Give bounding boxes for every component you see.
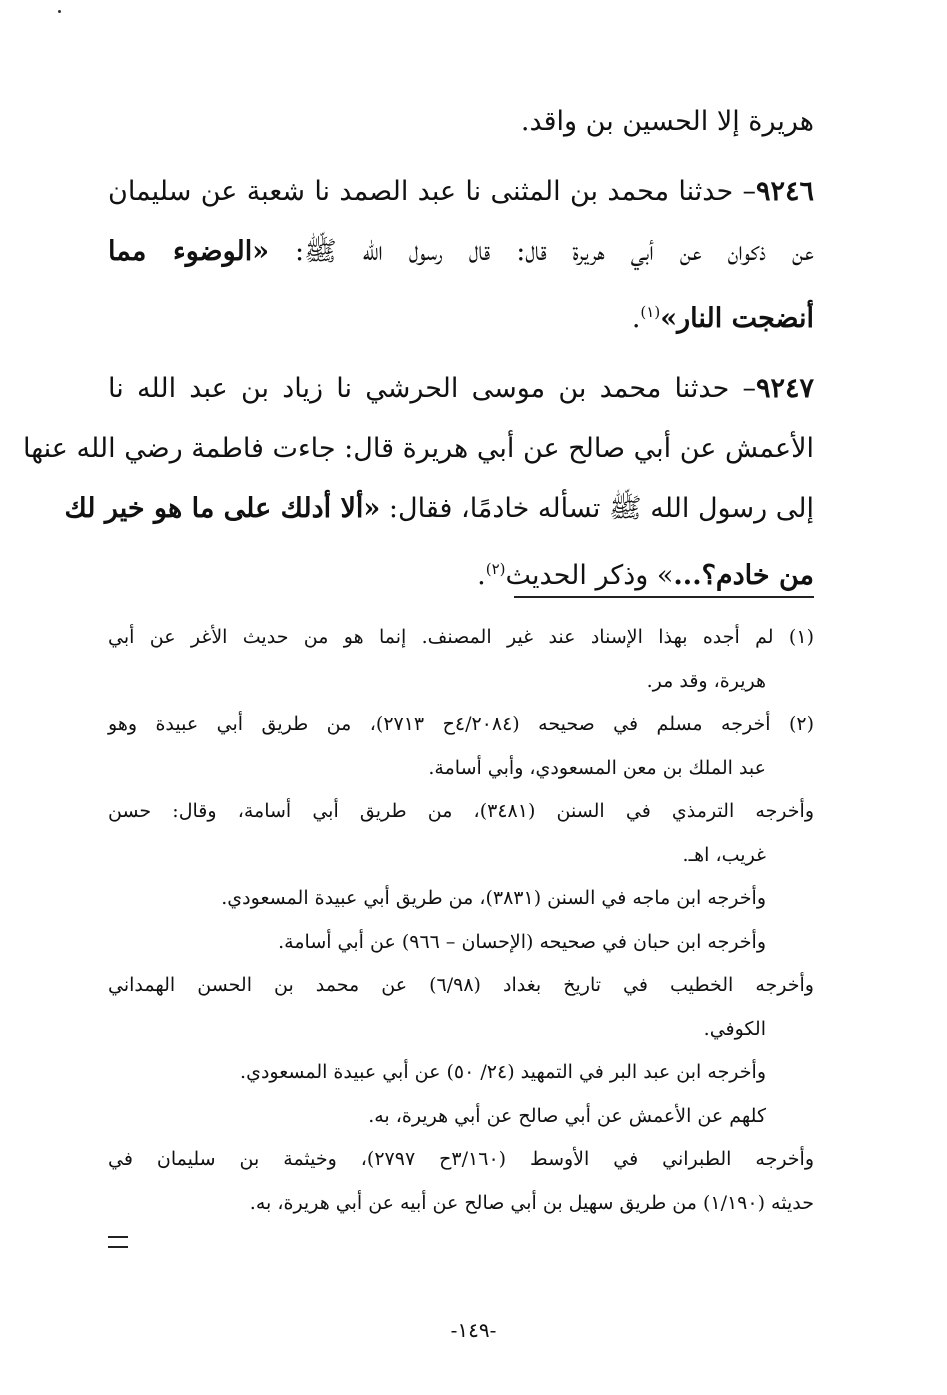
main-text bbox=[22, 92, 814, 606]
footnote-line: كلهم عن الأعمش عن أبي صالح عن أبي هريرة، به. bbox=[368, 1104, 766, 1127]
text-line: الأعمش عن أبي صالح عن أبي هريرة قال: جاءت فاطمة رضي الله عنها bbox=[22, 433, 814, 464]
hadith-matn: «ألا أدلك على ما هو خير لك bbox=[64, 493, 381, 524]
text-line: هريرة إلا الحسين بن واقد. bbox=[520, 106, 814, 137]
footnote-line: الكوفي. bbox=[703, 1017, 766, 1040]
hadith-9247 bbox=[22, 359, 814, 606]
text-span: – حدثنا محمد بن موسى الحرشي نا زياد بن عبد الله نا bbox=[108, 373, 756, 404]
text-line bbox=[64, 479, 814, 539]
text-line bbox=[108, 282, 814, 349]
footnote-line: وأخرجه الطبراني في الأوسط (٣/١٦٠ح ٢٧٩٧)، وخيثمة بن سليمان في bbox=[108, 1148, 815, 1170]
footnote-line: عبد الملك بن معن المسعودي، وأبي أسامة. bbox=[428, 756, 766, 779]
footnote-line: وأخرجه الترمذي في السنن (٣٤٨١)، من طريق أبي أسامة، وقال: حسن bbox=[108, 800, 814, 822]
footnote-line: غريب، اهـ. bbox=[682, 843, 766, 866]
footnotes bbox=[108, 616, 814, 1225]
footnote-line: وأخرجه ابن حبان في صحيحه (الإحسان – ٩٦٦) عن أبي أسامة. bbox=[278, 930, 766, 953]
footnote-line: وأخرجه ابن ماجه في السنن (٣٨٣١)، من طريق أبي عبيدة المسعودي. bbox=[221, 887, 766, 909]
text-span: . bbox=[631, 303, 641, 334]
hadith-matn: من خادم؟... bbox=[673, 560, 814, 591]
text-span: – حدثنا محمد بن المثنى نا عبد الصمد نا شعبة عن سليمان bbox=[108, 176, 756, 207]
text-span: . bbox=[477, 560, 486, 591]
text-span: إلى رسول الله ﷺ تسأله خادمًا، فقال: bbox=[380, 493, 814, 524]
footnote-line: وأخرجه ابن عبد البر في التمهيد (٢٤/ ٥٠) عن أبي عبيدة المسعودي. bbox=[240, 1061, 766, 1083]
text-span: » وذكر الحديث bbox=[505, 560, 674, 591]
footnote-ref[interactable]: (١) bbox=[640, 303, 661, 321]
footnote-line: وأخرجه الخطيب في تاريخ بغداد (٦/٩٨) عن محمد بن الحسن الهمداني bbox=[108, 974, 814, 996]
continuation-mark bbox=[108, 1236, 128, 1248]
hadith-number: ٩٢٤٦ bbox=[755, 176, 814, 207]
hadith-matn: أنضجت النار» bbox=[660, 303, 814, 334]
text-line bbox=[108, 359, 814, 419]
text-line bbox=[108, 162, 814, 222]
text-line bbox=[108, 222, 814, 282]
text-span: عن ذكوان عن أبي هريرة قال: قال رسول الله ﷺ: bbox=[269, 236, 814, 267]
hadith-number: ٩٢٤٧ bbox=[755, 373, 814, 404]
footnote-1-cont: هريرة، وقد مر. bbox=[646, 669, 766, 692]
footnote-1: (١) لم أجده بهذا الإسناد عند غير المصنف. إنما هو من حديث الأغر عن أبي bbox=[108, 626, 814, 648]
hadith-9246 bbox=[108, 162, 814, 349]
footnote-ref[interactable]: (٢) bbox=[485, 560, 506, 578]
footnote-line: حديثه (١/١٩٠) من طريق سهيل بن أبي صالح عن أبيه عن أبي هريرة، به. bbox=[249, 1191, 814, 1214]
hadith-matn: «الوضوء مما bbox=[108, 236, 270, 267]
footnote-separator bbox=[514, 596, 814, 598]
footnote-2: (٢) أخرجه مسلم في صحيحه (٤/٢٠٨٤ح ٢٧١٣)، من طريق أبي عبيدة وهو bbox=[108, 713, 814, 735]
page-number: -١٤٩- bbox=[450, 1318, 497, 1342]
scan-speck bbox=[58, 10, 61, 13]
